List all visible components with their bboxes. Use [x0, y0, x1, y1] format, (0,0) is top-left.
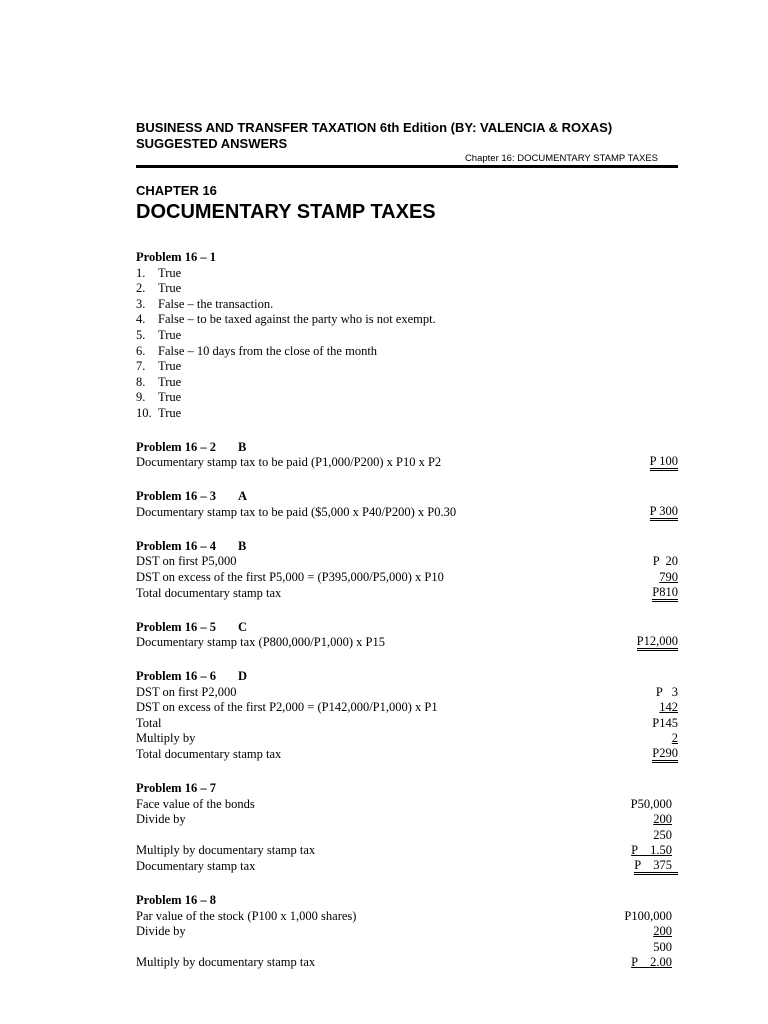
answer-number: 4. [136, 312, 146, 327]
computation-row [136, 940, 678, 956]
problem-title: Problem 16 – 8 [136, 893, 216, 908]
answer-number: 5. [136, 327, 146, 342]
answer-list [136, 266, 678, 422]
computation-row [136, 554, 678, 570]
document-page [136, 120, 678, 971]
computation-row [136, 685, 678, 701]
row-amount: P 375 [634, 859, 678, 875]
book-title: BUSINESS AND TRANSFER TAXATION 6th Edition (BY: VALENCIA & ROXAS) [136, 120, 613, 135]
row-label: Documentary stamp tax (P800,000/P1,000) x P15 [136, 635, 385, 650]
computation-row [136, 747, 678, 763]
row-amount: P 100 [650, 455, 678, 471]
running-header: Chapter 16: DOCUMENTARY STAMP TAXES [464, 153, 658, 164]
problem-16-6 [136, 669, 678, 763]
answer-item [136, 266, 678, 282]
answer-number: 6. [136, 343, 146, 358]
answer-item [136, 281, 678, 297]
computation-row [136, 843, 678, 859]
answer-text: False – to be taxed against the party who is not exempt. [158, 312, 436, 327]
row-amount: 250 [653, 827, 672, 842]
answer-text: True [158, 390, 182, 405]
row-amount: P50,000 [630, 796, 672, 811]
row-amount: 500 [653, 939, 672, 954]
answer-item [136, 328, 678, 344]
answer-text: False – 10 days from the close of the month [158, 343, 378, 358]
computation-row [136, 828, 678, 844]
row-amount: P810 [652, 586, 678, 602]
problem-title: Problem 16 – 5 C [136, 619, 247, 634]
answer-number: 7. [136, 359, 146, 374]
row-label: Total documentary stamp tax [136, 585, 282, 600]
problem-16-5 [136, 620, 678, 652]
answer-text: True [158, 374, 182, 389]
computation-row [136, 700, 678, 716]
row-label: Multiply by documentary stamp tax [136, 955, 316, 970]
row-label: Multiply by [136, 731, 196, 746]
answer-text: False – the transaction. [158, 296, 274, 311]
answer-text: True [158, 327, 182, 342]
row-amount: 200 [653, 924, 672, 939]
problem-16-1 [136, 250, 678, 422]
problem-title: Problem 16 – 2 B [136, 439, 247, 454]
book-subtitle: SUGGESTED ANSWERS [136, 135, 288, 151]
chapter-title: DOCUMENTARY STAMP TAXES [136, 201, 436, 223]
answer-text: True [158, 281, 182, 296]
row-amount: P 2.00 [631, 955, 672, 970]
answer-item [136, 312, 678, 328]
row-amount: P100,000 [624, 908, 672, 923]
answer-letter: C [237, 619, 247, 634]
row-label: Multiply by documentary stamp tax [136, 843, 316, 858]
computation-row [136, 812, 678, 828]
answer-letter: A [237, 489, 247, 504]
answer-letter: D [237, 669, 247, 684]
answer-text: True [158, 405, 182, 420]
row-label: DST on first P5,000 [136, 554, 237, 569]
row-amount: P12,000 [637, 635, 678, 651]
answer-number: 2. [136, 281, 146, 296]
problem-title: Problem 16 – 4 B [136, 538, 247, 553]
answer-letter: B [237, 439, 247, 454]
row-amount: 200 [653, 812, 672, 827]
problem-title: Problem 16 – 1 [136, 250, 216, 264]
row-label: Par value of the stock (P100 x 1,000 shares) [136, 908, 357, 923]
answer-number: 3. [136, 296, 146, 311]
answer-item [136, 406, 678, 422]
answer-text: True [158, 265, 182, 280]
problem-16-2 [136, 440, 678, 472]
row-label: Divide by [136, 924, 186, 939]
row-amount: 790 [659, 569, 678, 584]
problem-16-8 [136, 893, 678, 971]
computation-row [136, 635, 678, 651]
answer-number: 8. [136, 374, 146, 389]
row-label: DST on excess of the first P5,000 = (P395,000/P5,000) x P10 [136, 569, 444, 584]
row-label: Divide by [136, 812, 186, 827]
computation-row [136, 797, 678, 813]
computation-row [136, 924, 678, 940]
answer-item [136, 390, 678, 406]
row-label: Total documentary stamp tax [136, 747, 282, 762]
computation-row [136, 586, 678, 602]
answer-number: 9. [136, 390, 146, 405]
answer-item [136, 375, 678, 391]
computation-row [136, 859, 678, 875]
computation-row [136, 909, 678, 925]
row-label: Documentary stamp tax [136, 859, 256, 874]
answer-number: 1. [136, 265, 146, 280]
answer-item [136, 344, 678, 360]
computation-row [136, 505, 678, 521]
problem-16-7 [136, 781, 678, 875]
problem-title: Problem 16 – 6 D [136, 669, 247, 684]
problem-title: Problem 16 – 3 A [136, 489, 247, 504]
answer-number: 10. [136, 405, 152, 420]
problem-16-4 [136, 539, 678, 602]
answer-item [136, 359, 678, 375]
row-amount: P 1.50 [631, 843, 672, 858]
problem-16-3 [136, 489, 678, 521]
row-amount: 2 [671, 731, 678, 746]
computation-row [136, 570, 678, 586]
row-label: Total [136, 715, 162, 730]
row-amount: P145 [652, 715, 678, 730]
row-label: Documentary stamp tax to be paid (P1,000/P200) x P10 x P2 [136, 455, 442, 470]
answer-item [136, 297, 678, 313]
row-amount: P290 [652, 747, 678, 763]
row-label: Face value of the bonds [136, 796, 255, 811]
row-amount: P 20 [652, 554, 678, 569]
answer-letter: B [237, 538, 247, 553]
chapter-label: CHAPTER 16 [136, 183, 217, 198]
computation-row [136, 731, 678, 747]
row-amount: P 300 [650, 505, 678, 521]
row-label: DST on first P2,000 [136, 684, 237, 699]
header-rule [136, 165, 678, 168]
row-label: DST on excess of the first P2,000 = (P142,000/P1,000) x P1 [136, 700, 438, 715]
computation-row [136, 455, 678, 471]
computation-row [136, 716, 678, 732]
problem-title: Problem 16 – 7 [136, 781, 216, 796]
row-label: Documentary stamp tax to be paid ($5,000 x P40/P200) x P0.30 [136, 504, 457, 519]
row-amount: 142 [659, 700, 678, 715]
computation-row [136, 955, 678, 971]
row-amount: P 3 [655, 684, 678, 699]
answer-text: True [158, 359, 182, 374]
